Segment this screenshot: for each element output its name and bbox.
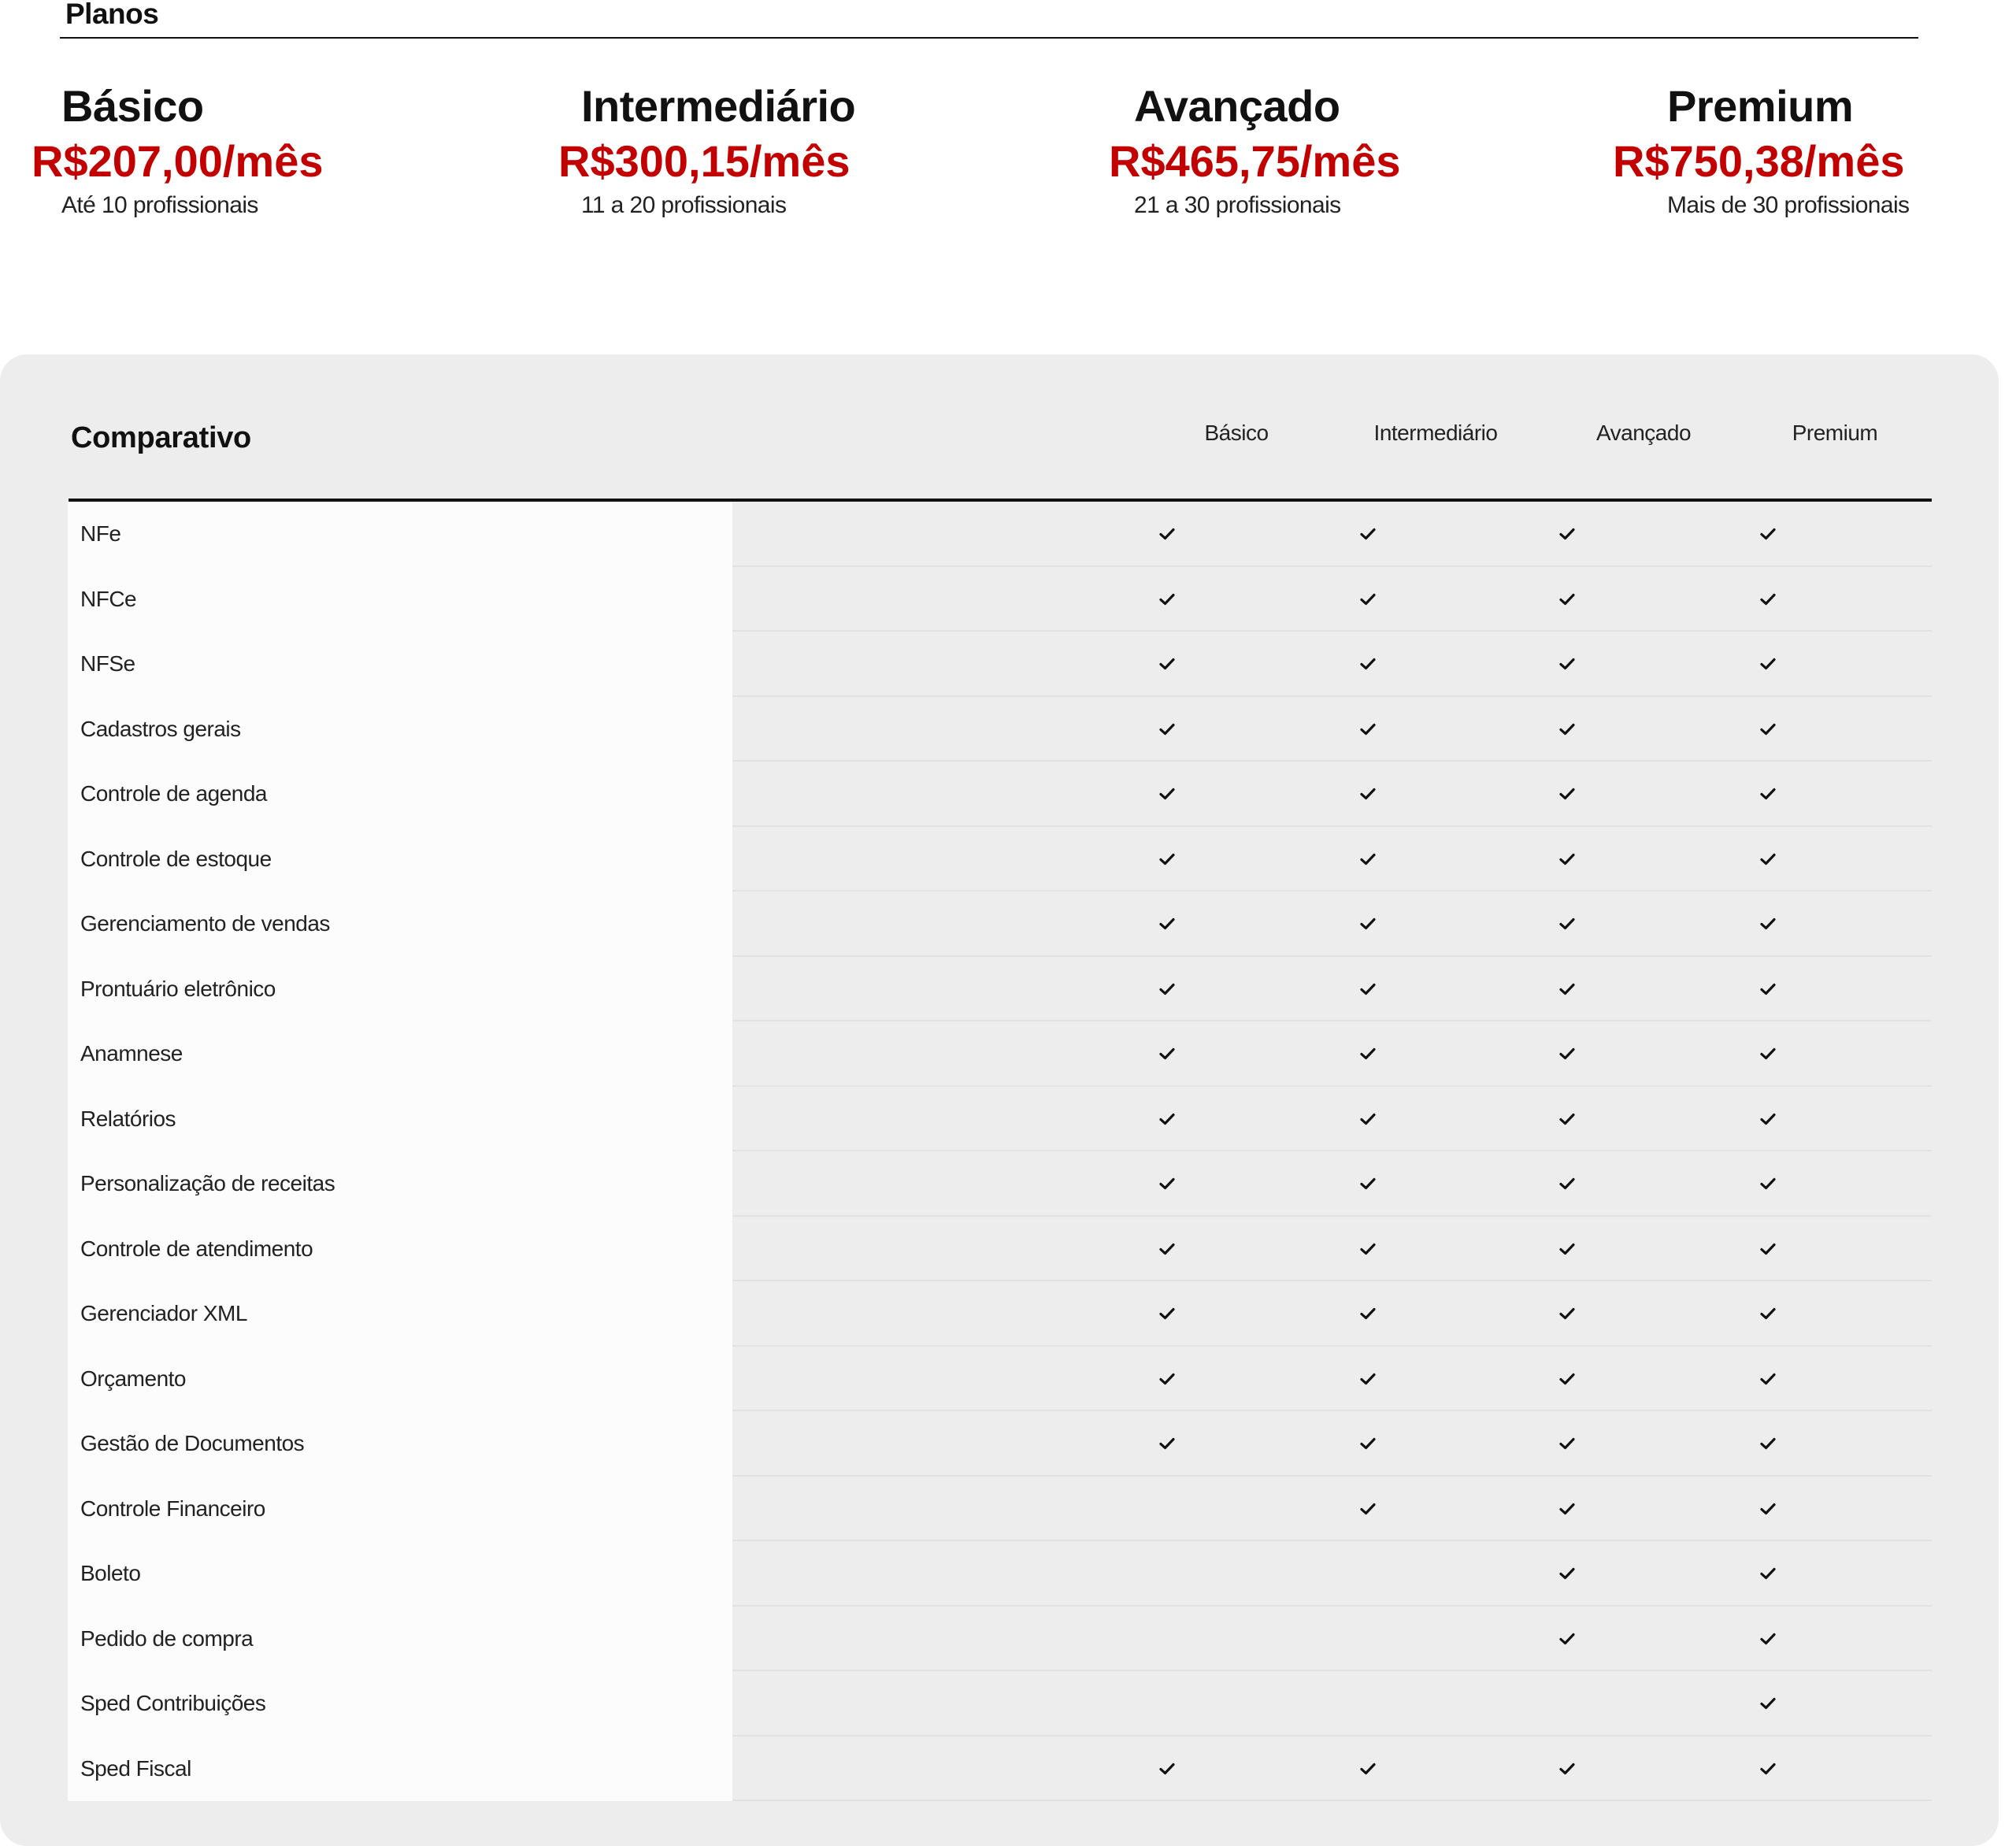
table-row [68,632,1932,697]
check-icon [1752,1623,1784,1655]
feature-label: Orçamento [68,1347,732,1412]
plan-description: 21 a 30 profissionais [1134,192,1341,218]
plan-description: Mais de 30 profissionais [1667,192,1910,218]
column-header-premium: Premium [1792,421,1878,445]
check-icon [1352,1233,1384,1265]
check-icon [1551,1493,1583,1525]
table-row [68,827,1932,892]
feature-label: Gerenciamento de vendas [68,891,732,957]
check-icon [1151,1298,1183,1329]
check-icon [1752,1298,1784,1329]
feature-label: Controle Financeiro [68,1477,732,1542]
plan-name: Intermediário [581,81,856,131]
check-icon [1352,1038,1384,1069]
check-icon [1551,778,1583,810]
feature-label: Anamnese [68,1021,732,1087]
check-icon [1352,1363,1384,1395]
check-icon [1151,778,1183,810]
check-icon [1551,714,1583,745]
table-row [68,1151,1932,1217]
check-icon [1151,1103,1183,1135]
check-icon [1352,1753,1384,1785]
check-icon [1551,1168,1583,1199]
table-row [68,1281,1932,1347]
plan-intermediario [558,79,856,222]
check-icon [1752,843,1784,875]
check-icon [1551,908,1583,940]
table-row [68,1021,1932,1087]
check-icon [1752,714,1784,745]
check-icon [1551,1363,1583,1395]
check-icon [1752,1558,1784,1589]
title-divider [60,37,1918,39]
check-icon [1551,518,1583,550]
check-icon [1151,1038,1183,1069]
table-row [68,567,1932,632]
check-icon [1752,908,1784,940]
table-row [68,1477,1932,1542]
check-icon [1352,843,1384,875]
check-icon [1551,1233,1583,1265]
check-icon [1151,1168,1183,1199]
check-icon [1752,1753,1784,1785]
table-row [68,1217,1932,1282]
table-row [68,697,1932,762]
feature-label: NFe [68,502,732,567]
check-icon [1551,973,1583,1005]
feature-label: Controle de atendimento [68,1217,732,1282]
check-icon [1752,648,1784,680]
check-icon [1752,1493,1784,1525]
feature-label: Controle de estoque [68,827,732,892]
check-icon [1352,584,1384,615]
check-icon [1752,518,1784,550]
check-icon [1151,584,1183,615]
check-icon [1551,1623,1583,1655]
check-icon [1551,584,1583,615]
check-icon [1551,1558,1583,1589]
feature-label: Cadastros gerais [68,697,732,762]
check-icon [1352,1168,1384,1199]
table-row [68,1737,1932,1802]
plan-description: Até 10 profissionais [61,192,258,218]
comparison-panel [0,354,1999,1846]
feature-label: Pedido de compra [68,1607,732,1672]
check-icon [1752,778,1784,810]
check-icon [1551,1428,1583,1459]
check-icon [1352,1103,1384,1135]
check-icon [1151,843,1183,875]
check-icon [1752,1233,1784,1265]
check-icon [1752,1038,1784,1069]
check-icon [1352,908,1384,940]
comparison-table [68,502,1932,1801]
plan-name: Avançado [1134,81,1340,131]
check-icon [1551,843,1583,875]
check-icon [1752,1103,1784,1135]
check-icon [1752,1168,1784,1199]
check-icon [1752,1428,1784,1459]
feature-label: Sped Contribuições [68,1671,732,1737]
column-header-avancado: Avançado [1595,421,1692,445]
check-icon [1151,714,1183,745]
feature-label: Controle de agenda [68,762,732,827]
table-row [68,1087,1932,1152]
check-icon [1352,518,1384,550]
table-row [68,1671,1932,1737]
feature-label: Boleto [68,1541,732,1607]
check-icon [1151,1753,1183,1785]
check-icon [1551,1038,1583,1069]
plan-premium [1613,79,1910,222]
plan-basico [32,79,324,222]
feature-label: Personalização de receitas [68,1151,732,1217]
check-icon [1752,973,1784,1005]
check-icon [1151,1363,1183,1395]
row-divider [732,1800,1932,1801]
check-icon [1752,584,1784,615]
plan-price: R$750,38/mês [1613,136,1905,186]
table-row [68,1411,1932,1477]
check-icon [1352,714,1384,745]
check-icon [1151,1428,1183,1459]
section-title: Planos [65,0,159,30]
feature-label: Sped Fiscal [68,1737,732,1802]
plan-name: Básico [61,81,204,131]
feature-label: Gerenciador XML [68,1281,732,1347]
check-icon [1352,1298,1384,1329]
check-icon [1352,778,1384,810]
plan-name: Premium [1667,81,1854,131]
plan-price: R$300,15/mês [558,136,850,186]
table-row [68,762,1932,827]
check-icon [1752,1688,1784,1719]
check-icon [1352,1493,1384,1525]
check-icon [1352,648,1384,680]
feature-label: Prontuário eletrônico [68,957,732,1022]
column-header-basico: Básico [1204,421,1269,445]
feature-label: NFCe [68,567,732,632]
feature-label: Gestão de Documentos [68,1411,732,1477]
check-icon [1352,973,1384,1005]
table-row [68,957,1932,1022]
check-icon [1151,1233,1183,1265]
check-icon [1752,1363,1784,1395]
check-icon [1551,1298,1583,1329]
check-icon [1151,648,1183,680]
check-icon [1551,1753,1583,1785]
feature-label: NFSe [68,632,732,697]
table-row [68,1607,1932,1672]
comparison-title: Comparativo [71,421,251,454]
check-icon [1551,648,1583,680]
table-row [68,1347,1932,1412]
check-icon [1151,973,1183,1005]
table-row [68,891,1932,957]
table-row [68,502,1932,567]
plan-description: 11 a 20 profissionais [581,192,787,218]
table-row [68,1541,1932,1607]
feature-label: Relatórios [68,1087,732,1152]
plan-price: R$465,75/mês [1109,136,1401,186]
check-icon [1352,1428,1384,1459]
check-icon [1151,518,1183,550]
plan-avancado [1109,79,1401,222]
check-icon [1151,908,1183,940]
check-icon [1551,1103,1583,1135]
plan-price: R$207,00/mês [32,136,324,186]
column-header-intermediario: Intermediário [1373,421,1498,445]
